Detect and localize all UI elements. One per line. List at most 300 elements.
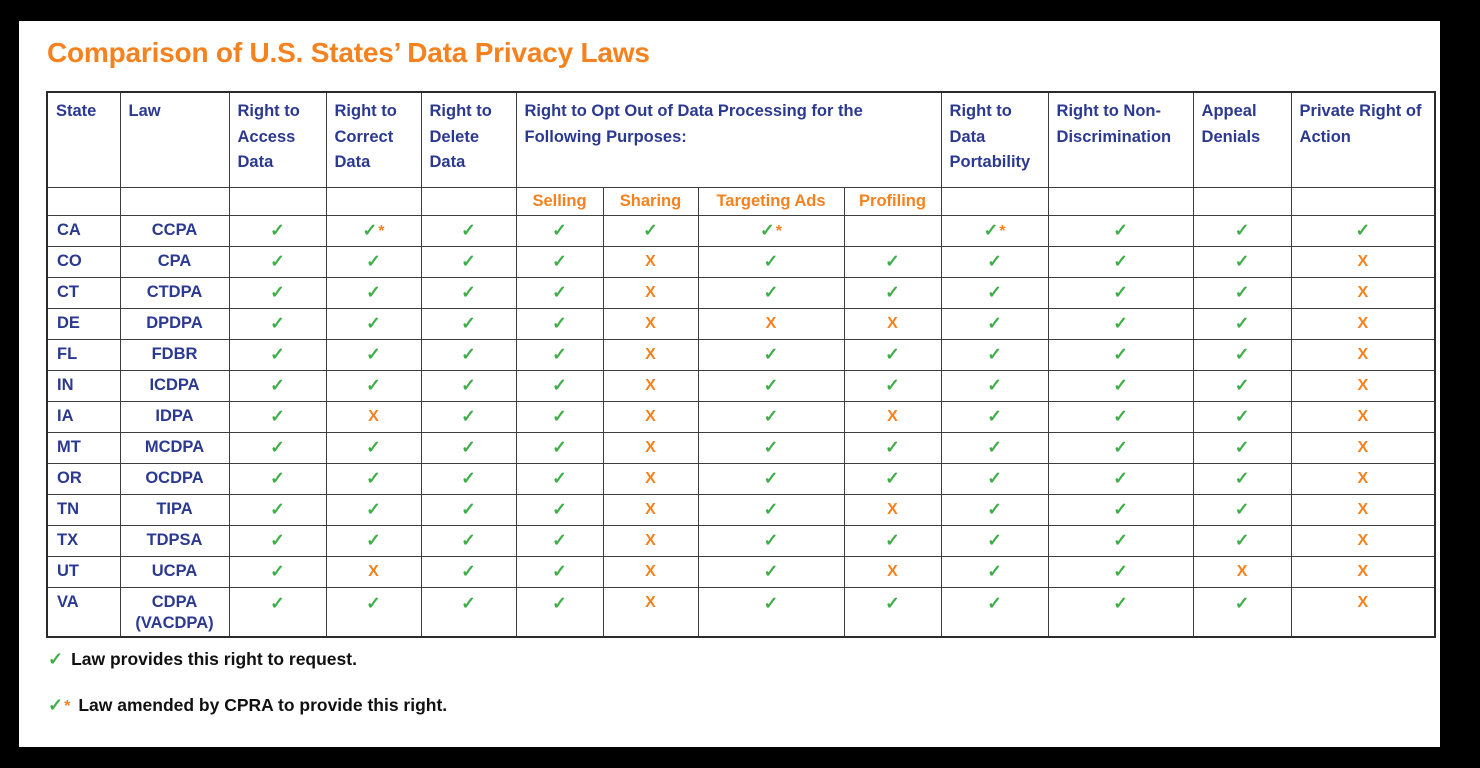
value-cell — [941, 464, 1048, 495]
subheader-empty — [1193, 188, 1291, 216]
x-icon: X — [1357, 284, 1369, 302]
check-icon: ✓ — [366, 499, 381, 520]
check-icon: ✓ — [643, 220, 658, 241]
value-cell — [698, 247, 844, 278]
state-cell: MT — [47, 433, 120, 464]
value-cell — [1291, 433, 1435, 464]
value-cell — [1048, 526, 1193, 557]
value-cell — [1291, 526, 1435, 557]
x-icon: X — [1357, 532, 1369, 550]
table-row-in — [47, 371, 1435, 402]
value-cell — [1048, 278, 1193, 309]
check-star-icon: ✓* — [362, 220, 385, 241]
subheader-empty — [941, 188, 1048, 216]
value-cell — [844, 526, 941, 557]
check-icon: ✓ — [763, 406, 779, 427]
check-icon: ✓ — [461, 468, 476, 489]
x-icon: X — [645, 284, 656, 302]
state-cell: IA — [47, 402, 120, 433]
subheader-selling: Selling — [516, 188, 603, 216]
subheader-profiling: Profiling — [844, 188, 941, 216]
check-icon: ✓ — [885, 282, 900, 303]
check-icon: ✓ — [763, 593, 779, 613]
content-panel — [19, 21, 1440, 747]
value-cell — [844, 402, 941, 433]
check-icon: ✓ — [1234, 499, 1250, 520]
check-icon: ✓ — [885, 344, 900, 365]
check-icon: ✓ — [366, 530, 381, 551]
check-icon: ✓ — [461, 220, 476, 241]
check-icon: ✓ — [461, 499, 476, 520]
check-icon: ✓ — [461, 593, 476, 613]
law-cell: ICDPA — [120, 371, 229, 402]
value-cell — [1048, 340, 1193, 371]
check-icon: ✓ — [885, 468, 900, 489]
col-header-law: Law — [120, 92, 229, 188]
legend-item-check-star — [48, 695, 447, 716]
value-cell — [1291, 588, 1435, 637]
value-cell — [844, 216, 941, 247]
check-icon: ✓ — [1234, 437, 1250, 458]
check-icon: ✓ — [366, 593, 381, 613]
check-icon: ✓ — [987, 468, 1002, 489]
x-icon: X — [1357, 594, 1369, 611]
value-cell — [1048, 557, 1193, 588]
table-row-tx — [47, 526, 1435, 557]
value-cell — [698, 216, 844, 247]
subheader-empty — [1291, 188, 1435, 216]
value-cell — [229, 216, 326, 247]
value-cell — [1193, 371, 1291, 402]
value-cell — [421, 402, 516, 433]
check-icon: ✓ — [1113, 406, 1128, 427]
check-icon: ✓ — [987, 530, 1002, 551]
value-cell — [603, 309, 698, 340]
check-icon: ✓ — [987, 375, 1002, 396]
check-icon: ✓ — [763, 561, 779, 582]
value-cell — [326, 433, 421, 464]
value-cell — [421, 526, 516, 557]
value-cell — [1291, 402, 1435, 433]
value-cell — [326, 557, 421, 588]
x-icon: X — [1357, 315, 1369, 333]
check-icon: ✓ — [270, 220, 285, 241]
law-cell: OCDPA — [120, 464, 229, 495]
value-cell — [844, 278, 941, 309]
check-icon: ✓ — [763, 437, 779, 458]
value-cell — [1048, 371, 1193, 402]
value-cell — [326, 278, 421, 309]
value-cell — [603, 588, 698, 637]
check-icon: ✓ — [366, 468, 381, 489]
check-icon: ✓ — [1113, 561, 1128, 582]
value-cell — [1291, 309, 1435, 340]
value-cell — [941, 588, 1048, 637]
check-icon: ✓ — [461, 282, 476, 303]
check-icon: ✓ — [552, 282, 567, 303]
value-cell — [1291, 557, 1435, 588]
state-cell: OR — [47, 464, 120, 495]
x-icon: X — [1357, 439, 1369, 457]
value-cell — [844, 433, 941, 464]
value-cell — [1291, 464, 1435, 495]
subheader-sharing: Sharing — [603, 188, 698, 216]
value-cell — [229, 557, 326, 588]
legend — [48, 649, 447, 741]
x-icon: X — [645, 346, 656, 364]
value-cell — [698, 278, 844, 309]
value-cell — [229, 278, 326, 309]
value-cell — [941, 340, 1048, 371]
value-cell — [516, 402, 603, 433]
check-icon: ✓ — [1234, 375, 1250, 396]
check-icon: ✓ — [1234, 593, 1250, 613]
value-cell — [229, 433, 326, 464]
state-cell: DE — [47, 309, 120, 340]
subheader-empty — [421, 188, 516, 216]
check-icon: ✓ — [1234, 313, 1250, 334]
x-icon: X — [887, 563, 898, 581]
table-row-ct — [47, 278, 1435, 309]
table-row-tn — [47, 495, 1435, 526]
col-header-correct: Right to Correct Data — [326, 92, 421, 188]
value-cell — [516, 247, 603, 278]
value-cell — [844, 371, 941, 402]
x-icon: X — [1357, 408, 1369, 426]
value-cell — [326, 216, 421, 247]
value-cell — [1193, 433, 1291, 464]
check-icon: ✓ — [461, 251, 476, 272]
value-cell — [1193, 495, 1291, 526]
value-cell — [326, 588, 421, 637]
value-cell — [698, 588, 844, 637]
law-cell: UCPA — [120, 557, 229, 588]
value-cell — [421, 340, 516, 371]
check-icon: ✓ — [366, 375, 381, 396]
check-icon: ✓ — [270, 437, 285, 458]
state-cell: VA — [47, 588, 120, 637]
value-cell — [326, 340, 421, 371]
value-cell — [941, 309, 1048, 340]
check-icon: ✓ — [987, 406, 1002, 427]
check-icon: ✓ — [461, 530, 476, 551]
law-cell: FDBR — [120, 340, 229, 371]
subheader-empty — [120, 188, 229, 216]
check-icon: ✓ — [763, 499, 779, 520]
check-icon: ✓ — [987, 437, 1002, 458]
value-cell — [1193, 340, 1291, 371]
value-cell — [698, 495, 844, 526]
value-cell — [1048, 464, 1193, 495]
check-icon: ✓ — [1113, 220, 1128, 241]
check-icon: ✓ — [763, 282, 779, 303]
check-icon: ✓ — [552, 437, 567, 458]
value-cell — [603, 247, 698, 278]
state-cell: UT — [47, 557, 120, 588]
check-icon: ✓ — [461, 375, 476, 396]
subheader-empty — [229, 188, 326, 216]
check-icon: ✓ — [1234, 468, 1250, 489]
value-cell — [229, 340, 326, 371]
check-icon: ✓ — [461, 561, 476, 582]
value-cell — [421, 309, 516, 340]
check-icon: ✓ — [48, 649, 64, 669]
value-cell — [1048, 309, 1193, 340]
value-cell — [603, 340, 698, 371]
law-cell: TIPA — [120, 495, 229, 526]
value-cell — [1193, 464, 1291, 495]
x-icon: X — [645, 594, 656, 611]
check-icon: ✓ — [885, 437, 900, 458]
check-icon: ✓ — [270, 593, 285, 613]
check-icon: ✓ — [366, 344, 381, 365]
check-icon: ✓ — [552, 251, 567, 272]
value-cell — [603, 526, 698, 557]
check-icon: ✓ — [366, 313, 381, 334]
value-cell — [1048, 247, 1193, 278]
law-cell-line2: (VACDPA) — [135, 614, 214, 633]
check-icon: ✓ — [763, 375, 779, 396]
check-star-icon: ✓* — [983, 220, 1006, 241]
value-cell — [844, 495, 941, 526]
state-cell: IN — [47, 371, 120, 402]
subheader-empty — [1048, 188, 1193, 216]
value-cell — [941, 433, 1048, 464]
value-cell — [516, 526, 603, 557]
value-cell — [421, 557, 516, 588]
check-icon: ✓ — [1234, 344, 1250, 365]
legend-text: Law amended by CPRA to provide this right. — [78, 695, 448, 715]
col-header-appeal: Appeal Denials — [1193, 92, 1291, 188]
value-cell — [603, 464, 698, 495]
value-cell — [516, 495, 603, 526]
value-cell — [1291, 247, 1435, 278]
check-icon: ✓ — [461, 406, 476, 427]
check-icon: ✓ — [552, 375, 567, 396]
x-icon: X — [645, 439, 656, 457]
check-star-icon: ✓* — [48, 695, 71, 715]
value-cell — [1048, 402, 1193, 433]
value-cell — [516, 340, 603, 371]
law-cell: DPDPA — [120, 309, 229, 340]
x-icon: X — [887, 315, 898, 333]
law-cell: CPA — [120, 247, 229, 278]
x-icon: X — [645, 408, 656, 426]
value-cell — [516, 464, 603, 495]
check-icon: ✓ — [552, 561, 567, 582]
check-icon: ✓ — [270, 530, 285, 551]
x-icon: X — [645, 470, 656, 488]
x-icon: X — [1357, 346, 1369, 364]
state-cell: CA — [47, 216, 120, 247]
value-cell — [603, 216, 698, 247]
value-cell — [421, 371, 516, 402]
page-title: Comparison of U.S. States’ Data Privacy Laws — [47, 37, 650, 68]
value-cell — [844, 247, 941, 278]
law-cell: MCDPA — [120, 433, 229, 464]
table-row-ut — [47, 557, 1435, 588]
check-icon: ✓ — [1113, 530, 1128, 551]
check-icon: ✓ — [1234, 251, 1250, 272]
value-cell — [1048, 495, 1193, 526]
value-cell — [1193, 526, 1291, 557]
value-cell — [516, 216, 603, 247]
check-icon: ✓ — [270, 375, 285, 396]
check-icon: ✓ — [1234, 406, 1250, 427]
check-icon: ✓ — [1113, 375, 1128, 396]
check-icon: ✓ — [366, 282, 381, 303]
value-cell — [1048, 433, 1193, 464]
value-cell — [603, 278, 698, 309]
privacy-law-table — [46, 91, 1436, 638]
value-cell — [844, 588, 941, 637]
value-cell — [698, 464, 844, 495]
x-icon: X — [765, 315, 777, 333]
value-cell — [1193, 588, 1291, 637]
check-icon: ✓ — [270, 251, 285, 272]
x-icon: X — [645, 532, 656, 550]
value-cell — [1193, 557, 1291, 588]
value-cell — [326, 495, 421, 526]
x-icon: X — [368, 563, 379, 581]
value-cell — [844, 464, 941, 495]
check-icon: ✓ — [987, 499, 1002, 520]
check-icon: ✓ — [1234, 282, 1250, 303]
check-icon: ✓ — [1234, 220, 1250, 241]
col-header-delete: Right to Delete Data — [421, 92, 516, 188]
check-icon: ✓ — [270, 468, 285, 489]
value-cell — [844, 340, 941, 371]
value-cell — [1291, 495, 1435, 526]
x-icon: X — [368, 408, 379, 426]
check-icon: ✓ — [1113, 282, 1128, 303]
check-icon: ✓ — [1113, 437, 1128, 458]
x-icon: X — [1357, 377, 1369, 395]
value-cell — [229, 464, 326, 495]
header-row — [47, 92, 1435, 188]
col-header-nondiscrimination: Right to Non-Discrimination — [1048, 92, 1193, 188]
col-header-private-action: Private Right of Action — [1291, 92, 1435, 188]
check-icon: ✓ — [461, 313, 476, 334]
state-cell: TN — [47, 495, 120, 526]
x-icon: X — [645, 563, 656, 581]
value-cell — [941, 526, 1048, 557]
value-cell — [326, 247, 421, 278]
value-cell — [698, 557, 844, 588]
value-cell — [516, 433, 603, 464]
check-icon: ✓ — [1113, 251, 1128, 272]
check-icon: ✓ — [366, 251, 381, 272]
value-cell — [941, 247, 1048, 278]
value-cell — [603, 495, 698, 526]
check-icon: ✓ — [987, 313, 1002, 334]
x-icon: X — [1357, 470, 1369, 488]
check-icon: ✓ — [1113, 499, 1128, 520]
value-cell — [1048, 588, 1193, 637]
value-cell — [229, 526, 326, 557]
col-header-optout: Right to Opt Out of Data Processing for the Following Purposes: — [516, 92, 941, 188]
value-cell — [844, 557, 941, 588]
table-row-va — [47, 588, 1435, 637]
check-icon: ✓ — [270, 282, 285, 303]
value-cell — [941, 216, 1048, 247]
check-icon: ✓ — [270, 561, 285, 582]
value-cell — [1193, 216, 1291, 247]
check-icon: ✓ — [763, 251, 779, 272]
value-cell — [516, 557, 603, 588]
check-icon: ✓ — [885, 593, 900, 613]
value-cell — [516, 309, 603, 340]
value-cell — [1048, 216, 1193, 247]
value-cell — [326, 371, 421, 402]
value-cell — [698, 402, 844, 433]
check-icon: ✓ — [987, 344, 1002, 365]
x-icon: X — [887, 408, 898, 426]
table-row-de — [47, 309, 1435, 340]
state-cell: FL — [47, 340, 120, 371]
value-cell — [326, 464, 421, 495]
value-cell — [229, 247, 326, 278]
subheader-empty — [326, 188, 421, 216]
check-icon: ✓ — [270, 406, 285, 427]
check-icon: ✓ — [552, 593, 567, 613]
x-icon: X — [1357, 253, 1369, 271]
check-icon: ✓ — [552, 313, 567, 334]
col-header-portability: Right to Data Portability — [941, 92, 1048, 188]
check-icon: ✓ — [552, 406, 567, 427]
x-icon: X — [645, 253, 656, 271]
x-icon: X — [1236, 563, 1248, 581]
x-icon: X — [887, 501, 898, 519]
col-header-state: State — [47, 92, 120, 188]
check-icon: ✓ — [763, 344, 779, 365]
value-cell — [421, 495, 516, 526]
table-row-co — [47, 247, 1435, 278]
legend-text: Law provides this right to request. — [71, 649, 357, 669]
check-icon: ✓ — [885, 375, 900, 396]
check-icon: ✓ — [885, 251, 900, 272]
check-icon: ✓ — [552, 344, 567, 365]
value-cell — [698, 309, 844, 340]
value-cell — [326, 526, 421, 557]
value-cell — [516, 588, 603, 637]
law-cell: IDPA — [120, 402, 229, 433]
check-icon: ✓ — [552, 499, 567, 520]
check-icon: ✓ — [987, 251, 1002, 272]
check-icon: ✓ — [763, 468, 779, 489]
value-cell — [229, 588, 326, 637]
value-cell — [421, 464, 516, 495]
check-icon: ✓ — [987, 282, 1002, 303]
subheader-row — [47, 188, 1435, 216]
check-star-icon: ✓* — [760, 220, 782, 241]
x-icon: X — [645, 315, 656, 333]
check-icon: ✓ — [1113, 468, 1128, 489]
value-cell — [421, 433, 516, 464]
state-cell: TX — [47, 526, 120, 557]
check-icon: ✓ — [763, 530, 779, 551]
value-cell — [421, 278, 516, 309]
table-row-ca — [47, 216, 1435, 247]
col-header-access: Right to Access Data — [229, 92, 326, 188]
law-cell: CTDPA — [120, 278, 229, 309]
check-icon: ✓ — [1113, 593, 1128, 613]
value-cell — [941, 371, 1048, 402]
value-cell — [941, 557, 1048, 588]
value-cell — [1193, 278, 1291, 309]
legend-item-check — [48, 649, 447, 670]
value-cell — [1193, 309, 1291, 340]
